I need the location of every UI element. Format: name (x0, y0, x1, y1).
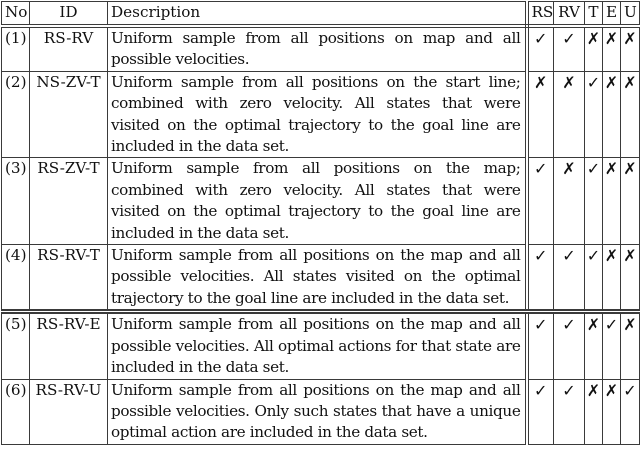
table-row (2, 71, 640, 158)
e-mark-icon: ✗ (603, 26, 621, 71)
row-description: Uniform sample from all positions on the map and all possible velocities. All states visited on the optimal trajectory to the goal line are included in the data set. (108, 245, 527, 312)
rv-mark-icon: ✓ (554, 26, 585, 71)
header-rs: RS (527, 2, 554, 27)
header-t: T (585, 2, 603, 27)
dataset-table (1, 1, 640, 445)
row-id: NS-ZV-T (30, 71, 108, 158)
e-mark-icon: ✓ (603, 312, 621, 379)
t-mark-icon: ✓ (585, 71, 603, 158)
header-rv: RV (554, 2, 585, 27)
rs-mark-icon: ✓ (527, 245, 554, 312)
row-no: (6) (2, 379, 30, 444)
row-id: RS-ZV-T (30, 158, 108, 245)
rv-mark-icon: ✗ (554, 71, 585, 158)
header-row (2, 2, 640, 27)
rv-mark-icon: ✓ (554, 312, 585, 379)
e-mark-icon: ✗ (603, 158, 621, 245)
rs-mark-icon: ✗ (527, 71, 554, 158)
row-description: Uniform sample from all positions on the map and all possible velocities. All optimal actions for that state are included in the data set. (108, 312, 527, 379)
e-mark-icon: ✗ (603, 71, 621, 158)
row-no: (3) (2, 158, 30, 245)
row-description: Uniform sample from all positions on the start line; combined with zero velocity. All states that were visited on the optimal trajectory to the goal line are included in the data set. (108, 71, 527, 158)
row-id: RS-RV-U (30, 379, 108, 444)
table-row (2, 158, 640, 245)
table-row (2, 312, 640, 379)
e-mark-icon: ✗ (603, 245, 621, 312)
table-row (2, 26, 640, 71)
row-id: RS-RV-E (30, 312, 108, 379)
header-description: Description (108, 2, 527, 27)
u-mark-icon: ✗ (621, 245, 640, 312)
u-mark-icon: ✗ (621, 26, 640, 71)
u-mark-icon: ✗ (621, 312, 640, 379)
t-mark-icon: ✓ (585, 245, 603, 312)
row-no: (4) (2, 245, 30, 312)
rv-mark-icon: ✓ (554, 245, 585, 312)
header-no: No (2, 2, 30, 27)
table-row (2, 245, 640, 312)
row-no: (5) (2, 312, 30, 379)
rs-mark-icon: ✓ (527, 379, 554, 444)
row-id: RS-RV (30, 26, 108, 71)
header-id: ID (30, 2, 108, 27)
rs-mark-icon: ✓ (527, 26, 554, 71)
row-description: Uniform sample from all positions on map and all possible velocities. (108, 26, 527, 71)
header-u: U (621, 2, 640, 27)
e-mark-icon: ✗ (603, 379, 621, 444)
t-mark-icon: ✗ (585, 312, 603, 379)
row-no: (2) (2, 71, 30, 158)
u-mark-icon: ✓ (621, 379, 640, 444)
rs-mark-icon: ✓ (527, 158, 554, 245)
rv-mark-icon: ✓ (554, 379, 585, 444)
rv-mark-icon: ✗ (554, 158, 585, 245)
row-description: Uniform sample from all positions on the map and all possible velocities. Only such states that have a unique optimal action are included in the data set. (108, 379, 527, 444)
t-mark-icon: ✗ (585, 379, 603, 444)
table-row (2, 379, 640, 444)
t-mark-icon: ✓ (585, 158, 603, 245)
u-mark-icon: ✗ (621, 71, 640, 158)
row-description: Uniform sample from all positions on the map; combined with zero velocity. All states that were visited on the optimal trajectory to the goal line are included in the data set. (108, 158, 527, 245)
t-mark-icon: ✗ (585, 26, 603, 71)
header-e: E (603, 2, 621, 27)
row-id: RS-RV-T (30, 245, 108, 312)
rs-mark-icon: ✓ (527, 312, 554, 379)
u-mark-icon: ✗ (621, 158, 640, 245)
row-no: (1) (2, 26, 30, 71)
